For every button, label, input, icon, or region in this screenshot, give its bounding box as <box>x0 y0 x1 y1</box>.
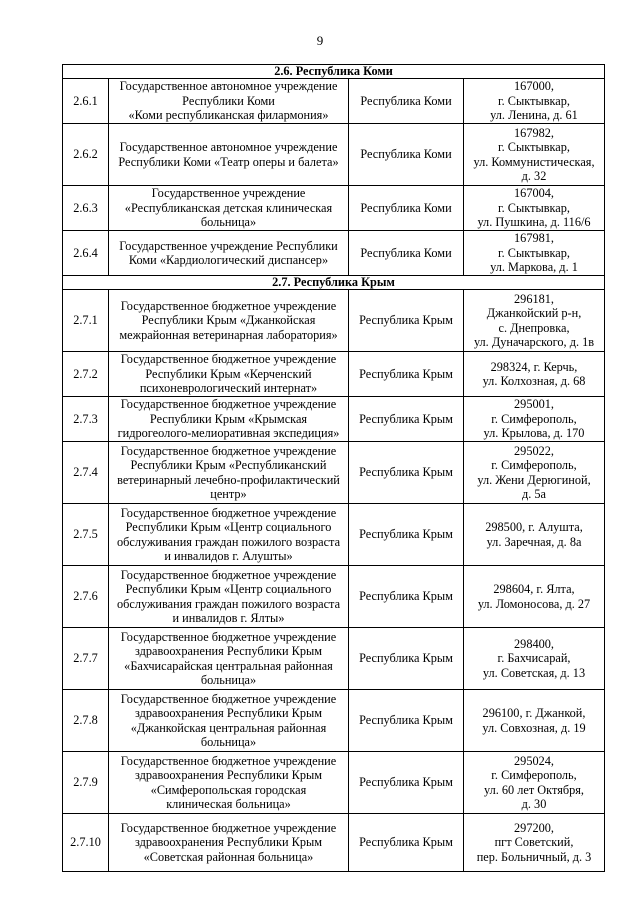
address <box>464 566 605 628</box>
address-line: г. Сыктывкар, <box>498 245 570 260</box>
institution-name-line: Республики Коми <box>182 93 275 108</box>
table-row <box>63 752 605 814</box>
address-line: г. Сыктывкар, <box>498 200 570 215</box>
address <box>464 231 605 276</box>
table-row <box>63 566 605 628</box>
address-line: ул. Заречная, д. 8а <box>486 534 582 549</box>
region: Республика Коми <box>349 231 464 276</box>
institution-name-line: «Советская районная больница» <box>143 849 314 864</box>
institution-name-line: «Джанкойская центральная районная <box>130 720 327 735</box>
address-line: ул. Дуначарского, д. 1в <box>473 334 595 349</box>
address-line: 298500, г. Алушта, <box>485 520 583 535</box>
region: Республика Коми <box>349 79 464 124</box>
address-line: 167982, <box>514 125 554 140</box>
institution-name <box>109 566 349 628</box>
address <box>464 352 605 397</box>
section-header-row <box>63 276 605 290</box>
institution-name-line: Государственное бюджетное учреждение <box>120 298 337 313</box>
institution-name <box>109 504 349 566</box>
institution-name-line: ветеринарный лечебно-профилактический <box>117 472 340 487</box>
institution-name-line: Государственное бюджетное учреждение <box>120 567 337 582</box>
section-header-row <box>63 65 605 79</box>
institution-name <box>109 442 349 504</box>
row-number: 2.7.9 <box>63 752 109 814</box>
institution-name-line: гидрогеолого-мелиоративная экспедиция» <box>117 426 340 441</box>
institution-name <box>109 752 349 814</box>
address <box>464 442 605 504</box>
institution-name-line: Государственное бюджетное учреждение <box>120 443 337 458</box>
institution-name-line: психоневрологический интернат» <box>139 381 318 396</box>
region: Республика Крым <box>349 814 464 872</box>
row-number: 2.7.2 <box>63 352 109 397</box>
table-row <box>63 814 605 872</box>
address-line: г. Симферополь, <box>491 458 577 473</box>
address-line: г. Бахчисарай, <box>497 651 571 666</box>
address-line: 295001, <box>514 397 554 412</box>
address-line: пгт Советский, <box>494 835 574 850</box>
address-line: г. Симферополь, <box>491 768 577 783</box>
region: Республика Крым <box>349 690 464 752</box>
institution-name-line: обслуживания граждан пожилого возраста <box>116 596 341 611</box>
address <box>464 290 605 352</box>
table-row <box>63 290 605 352</box>
address-line: ул. Советская, д. 13 <box>482 665 586 680</box>
institution-name-line: здравоохранения Республики Крым <box>134 835 323 850</box>
address-line: Джанкойский р-н, <box>486 306 582 321</box>
table-row <box>63 352 605 397</box>
institution-name-line: межрайонная ветеринарная лаборатория» <box>119 327 338 342</box>
institution-name <box>109 690 349 752</box>
institution-name-line: Государственное бюджетное учреждение <box>120 397 337 412</box>
institution-name-line: Республики Крым «Центр социального <box>125 582 332 597</box>
institution-name-line: здравоохранения Республики Крым <box>134 706 323 721</box>
region: Республика Коми <box>349 124 464 186</box>
address-line: ул. Жени Дерюгиной, <box>477 472 591 487</box>
institution-name-line: больница» <box>200 734 257 749</box>
institution-name <box>109 352 349 397</box>
table-row <box>63 397 605 442</box>
address-line: 295022, <box>514 443 554 458</box>
institution-name-line: «Бахчисарайская центральная районная <box>124 658 333 673</box>
institution-name-line: больница» <box>200 672 257 687</box>
institution-name <box>109 231 349 276</box>
institution-name-line: и инвалидов г. Алушты» <box>164 548 293 563</box>
institution-name-line: и инвалидов г. Ялты» <box>172 610 285 625</box>
row-number: 2.7.4 <box>63 442 109 504</box>
address-line: ул. Маркова, д. 1 <box>490 260 578 275</box>
institution-name-line: Государственное бюджетное учреждение <box>120 753 337 768</box>
institution-name-line: Республики Крым «Керченский <box>145 366 312 381</box>
institution-name <box>109 124 349 186</box>
institution-name <box>109 186 349 231</box>
address <box>464 397 605 442</box>
address <box>464 814 605 872</box>
address-line: ул. 60 лет Октября, <box>484 782 585 797</box>
address <box>464 186 605 231</box>
institution-name-line: «Симферопольская городская <box>150 782 307 797</box>
institution-name-line: Государственное бюджетное учреждение <box>120 505 337 520</box>
address-line: ул. Колхозная, д. 68 <box>482 374 586 388</box>
row-number: 2.6.4 <box>63 231 109 276</box>
row-number: 2.7.1 <box>63 290 109 352</box>
row-number: 2.7.3 <box>63 397 109 442</box>
address-line: 298324, г. Керчь, <box>490 359 578 374</box>
table-row <box>63 442 605 504</box>
address <box>464 628 605 690</box>
address <box>464 124 605 186</box>
institution-name-line: «Коми республиканская филармония» <box>128 108 329 123</box>
address-line: г. Сыктывкар, <box>498 140 570 155</box>
institution-name <box>109 397 349 442</box>
institution-name-line: Республики Крым «Джанкойская <box>141 313 316 328</box>
institution-name <box>109 79 349 124</box>
region: Республика Крым <box>349 352 464 397</box>
table-row <box>63 628 605 690</box>
institution-name <box>109 628 349 690</box>
address-line: 167000, <box>514 79 554 94</box>
address-line: д. 32 <box>521 168 547 183</box>
address-line: ул. Коммунистическая, <box>473 154 595 169</box>
row-number: 2.7.7 <box>63 628 109 690</box>
address-line: пер. Больничный, д. 3 <box>476 849 592 864</box>
table-row <box>63 231 605 276</box>
institution-name-line: «Республиканская детская клиническая <box>124 200 333 215</box>
address-line: 167981, <box>514 231 554 246</box>
institution-name-line: клиническая больница» <box>166 796 291 811</box>
table-row <box>63 690 605 752</box>
section-title: 2.7. Республика Крым <box>63 276 605 290</box>
address-line: с. Днепровка, <box>498 320 570 335</box>
institution-name <box>109 290 349 352</box>
region: Республика Крым <box>349 504 464 566</box>
region: Республика Крым <box>349 442 464 504</box>
institution-name-line: Государственное учреждение <box>151 186 306 201</box>
row-number: 2.6.3 <box>63 186 109 231</box>
region: Республика Коми <box>349 186 464 231</box>
region: Республика Крым <box>349 397 464 442</box>
institutions-table <box>62 64 605 872</box>
row-number: 2.7.8 <box>63 690 109 752</box>
address-line: 295024, <box>514 753 554 768</box>
page-number: 9 <box>316 33 324 48</box>
address-line: ул. Совхозная, д. 19 <box>482 720 586 735</box>
institution-name-line: здравоохранения Республики Крым <box>134 644 323 659</box>
institution-name-line: здравоохранения Республики Крым <box>134 768 323 783</box>
institution-name-line: Республики Крым «Республиканский <box>130 458 327 473</box>
institution-name-line: Государственное бюджетное учреждение <box>120 629 337 644</box>
address <box>464 79 605 124</box>
row-number: 2.7.6 <box>63 566 109 628</box>
institution-name-line: Государственное бюджетное учреждение <box>120 352 337 367</box>
table-row <box>63 504 605 566</box>
row-number: 2.7.5 <box>63 504 109 566</box>
institution-name-line: обслуживания граждан пожилого возраста <box>116 534 341 549</box>
institution-name-line: Государственное автономное учреждение <box>119 140 338 155</box>
address-line: ул. Крылова, д. 170 <box>483 426 585 441</box>
institution-name-line: Коми «Кардиологический диспансер» <box>128 253 329 267</box>
address <box>464 752 605 814</box>
institution-name-line: Республики Крым «Центр социального <box>125 520 332 535</box>
institution-name-line: Республики Коми «Театр оперы и балета» <box>118 154 339 169</box>
address-line: г. Симферополь, <box>491 411 577 426</box>
institution-name-line: Государственное учреждение Республики <box>119 238 338 253</box>
address-line: ул. Ленина, д. 61 <box>490 108 578 123</box>
address-line: ул. Пушкина, д. 116/6 <box>477 215 591 230</box>
table-row <box>63 186 605 231</box>
address-line: 298604, г. Ялта, <box>493 582 575 597</box>
institution-name-line: Государственное бюджетное учреждение <box>120 820 337 835</box>
region: Республика Крым <box>349 290 464 352</box>
region: Республика Крым <box>349 566 464 628</box>
institution-name-line: Республики Крым «Крымская <box>149 411 308 426</box>
address-line: ул. Ломоносова, д. 27 <box>477 596 591 611</box>
institution-name-line: центр» <box>210 486 247 501</box>
address-line: г. Сыктывкар, <box>498 93 570 108</box>
address-line: д. 5а <box>522 486 547 501</box>
row-number: 2.6.2 <box>63 124 109 186</box>
region: Республика Крым <box>349 628 464 690</box>
address-line: 297200, <box>514 820 554 835</box>
institution-name-line: Государственное бюджетное учреждение <box>120 691 337 706</box>
address-line: д. 30 <box>521 796 547 811</box>
row-number: 2.6.1 <box>63 79 109 124</box>
table-body <box>63 65 605 872</box>
section-title: 2.6. Республика Коми <box>63 65 605 79</box>
institution-name-line: больница» <box>200 215 257 230</box>
address-line: 167004, <box>514 186 554 201</box>
row-number: 2.7.10 <box>63 814 109 872</box>
institution-name <box>109 814 349 872</box>
address-line: 296100, г. Джанкой, <box>482 706 586 721</box>
address-line: 298400, <box>514 636 554 651</box>
address-line: 296181, <box>514 291 554 306</box>
table-row <box>63 79 605 124</box>
address <box>464 504 605 566</box>
address <box>464 690 605 752</box>
region: Республика Крым <box>349 752 464 814</box>
institution-name-line: Государственное автономное учреждение <box>119 79 338 94</box>
table-row <box>63 124 605 186</box>
